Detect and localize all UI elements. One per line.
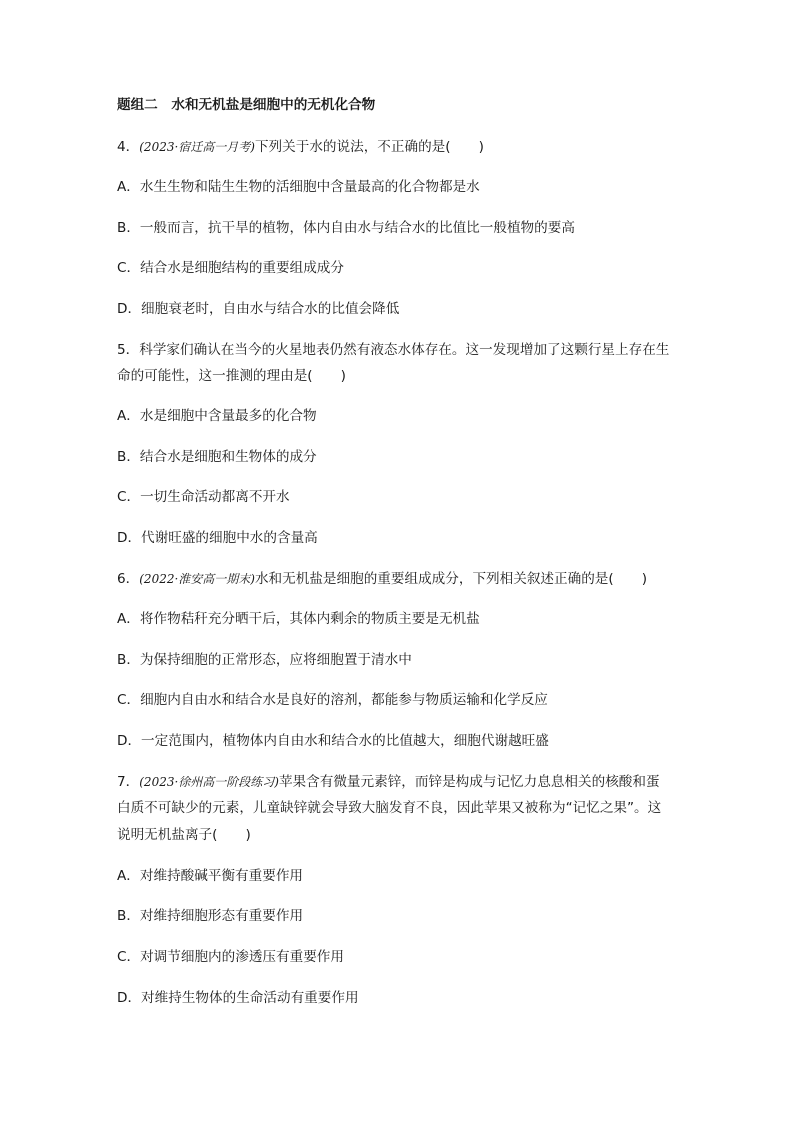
answer-paren-close: ): [641, 571, 648, 587]
question-5-option-c: C．一切生命活动都离不开水: [117, 489, 290, 505]
question-5-option-b: B．结合水是细胞和生物体的成分: [117, 449, 317, 465]
question-7-option-b: B．对维持细胞形态有重要作用: [117, 908, 304, 924]
question-number: 5．: [117, 342, 140, 358]
question-7-stem-line-2: 白质不可缺少的元素，儿童缺锌就会导致大脑发育不良，因此苹果又被称为“记忆之果”。这: [117, 800, 662, 816]
question-number: 6．: [117, 571, 140, 587]
question-stem-line: 说明无机盐离子(: [117, 827, 218, 843]
question-source: (2023·宿迁高一月考): [139, 140, 255, 154]
question-source: (2023·徐州高一阶段练习): [139, 775, 279, 789]
question-stem-line: 命的可能性，这一推测的理由是(: [117, 368, 313, 384]
question-7-option-d: D．对维持生物体的生命活动有重要作用: [117, 990, 359, 1006]
question-stem-line: 下列关于水的说法，不正确的是(: [254, 139, 451, 155]
question-6-stem: [117, 569, 647, 589]
question-4-option-c: C．结合水是细胞结构的重要组成成分: [117, 260, 344, 276]
question-6-option-b: B．为保持细胞的正常形态，应将细胞置于清水中: [117, 652, 412, 668]
question-7-stem-line-3: [117, 825, 251, 845]
question-number: 4．: [117, 139, 140, 155]
question-4-option-a: A．水生生物和陆生生物的活细胞中含量最高的化合物都是水: [117, 179, 480, 195]
question-7-option-a: A．对维持酸碱平衡有重要作用: [117, 868, 304, 884]
answer-paren-close: ): [478, 139, 484, 155]
question-6-option-a: A．将作物秸秆充分晒干后，其体内剩余的物质主要是无机盐: [117, 611, 480, 627]
question-stem-line: 水和无机盐是细胞的重要组成成分，下列相关叙述正确的是(: [254, 571, 614, 587]
question-number: 7．: [117, 774, 140, 790]
question-7-option-c: C．对调节细胞内的渗透压有重要作用: [117, 949, 344, 965]
question-stem-line: 科学家们确认在当今的火星地表仍然有液态水体存在。这一发现增加了这颗行星上存在生: [139, 342, 670, 358]
question-6-option-d: D．一定范围内，植物体内自由水和结合水的比值越大，细胞代谢越旺盛: [117, 733, 549, 749]
question-7-stem-line-1: [117, 772, 660, 792]
question-5-option-d: D．代谢旺盛的细胞中水的含量高: [117, 530, 318, 546]
answer-paren-close: ): [340, 368, 346, 384]
section-heading: 题组二 水和无机盐是细胞中的无机化合物: [117, 97, 376, 113]
answer-paren-close: ): [245, 827, 251, 843]
question-4-stem: [117, 137, 484, 157]
question-stem-line: 苹果含有微量元素锌，而锌是构成与记忆力息息相关的核酸和蛋: [278, 774, 660, 790]
question-6-option-c: C．细胞内自由水和结合水是良好的溶剂，都能参与物质运输和化学反应: [117, 692, 548, 708]
question-5-stem-line-2: [117, 366, 346, 386]
question-5-option-a: A．水是细胞中含量最多的化合物: [117, 408, 317, 424]
question-5-stem-line-1: [117, 340, 669, 360]
question-4-option-b: B．一般而言，抗干旱的植物，体内自由水与结合水的比值比一般植物的要高: [117, 220, 575, 236]
question-source: (2022·淮安高一期末): [139, 572, 255, 586]
question-4-option-d: D．细胞衰老时，自由水与结合水的比值会降低: [117, 301, 400, 317]
